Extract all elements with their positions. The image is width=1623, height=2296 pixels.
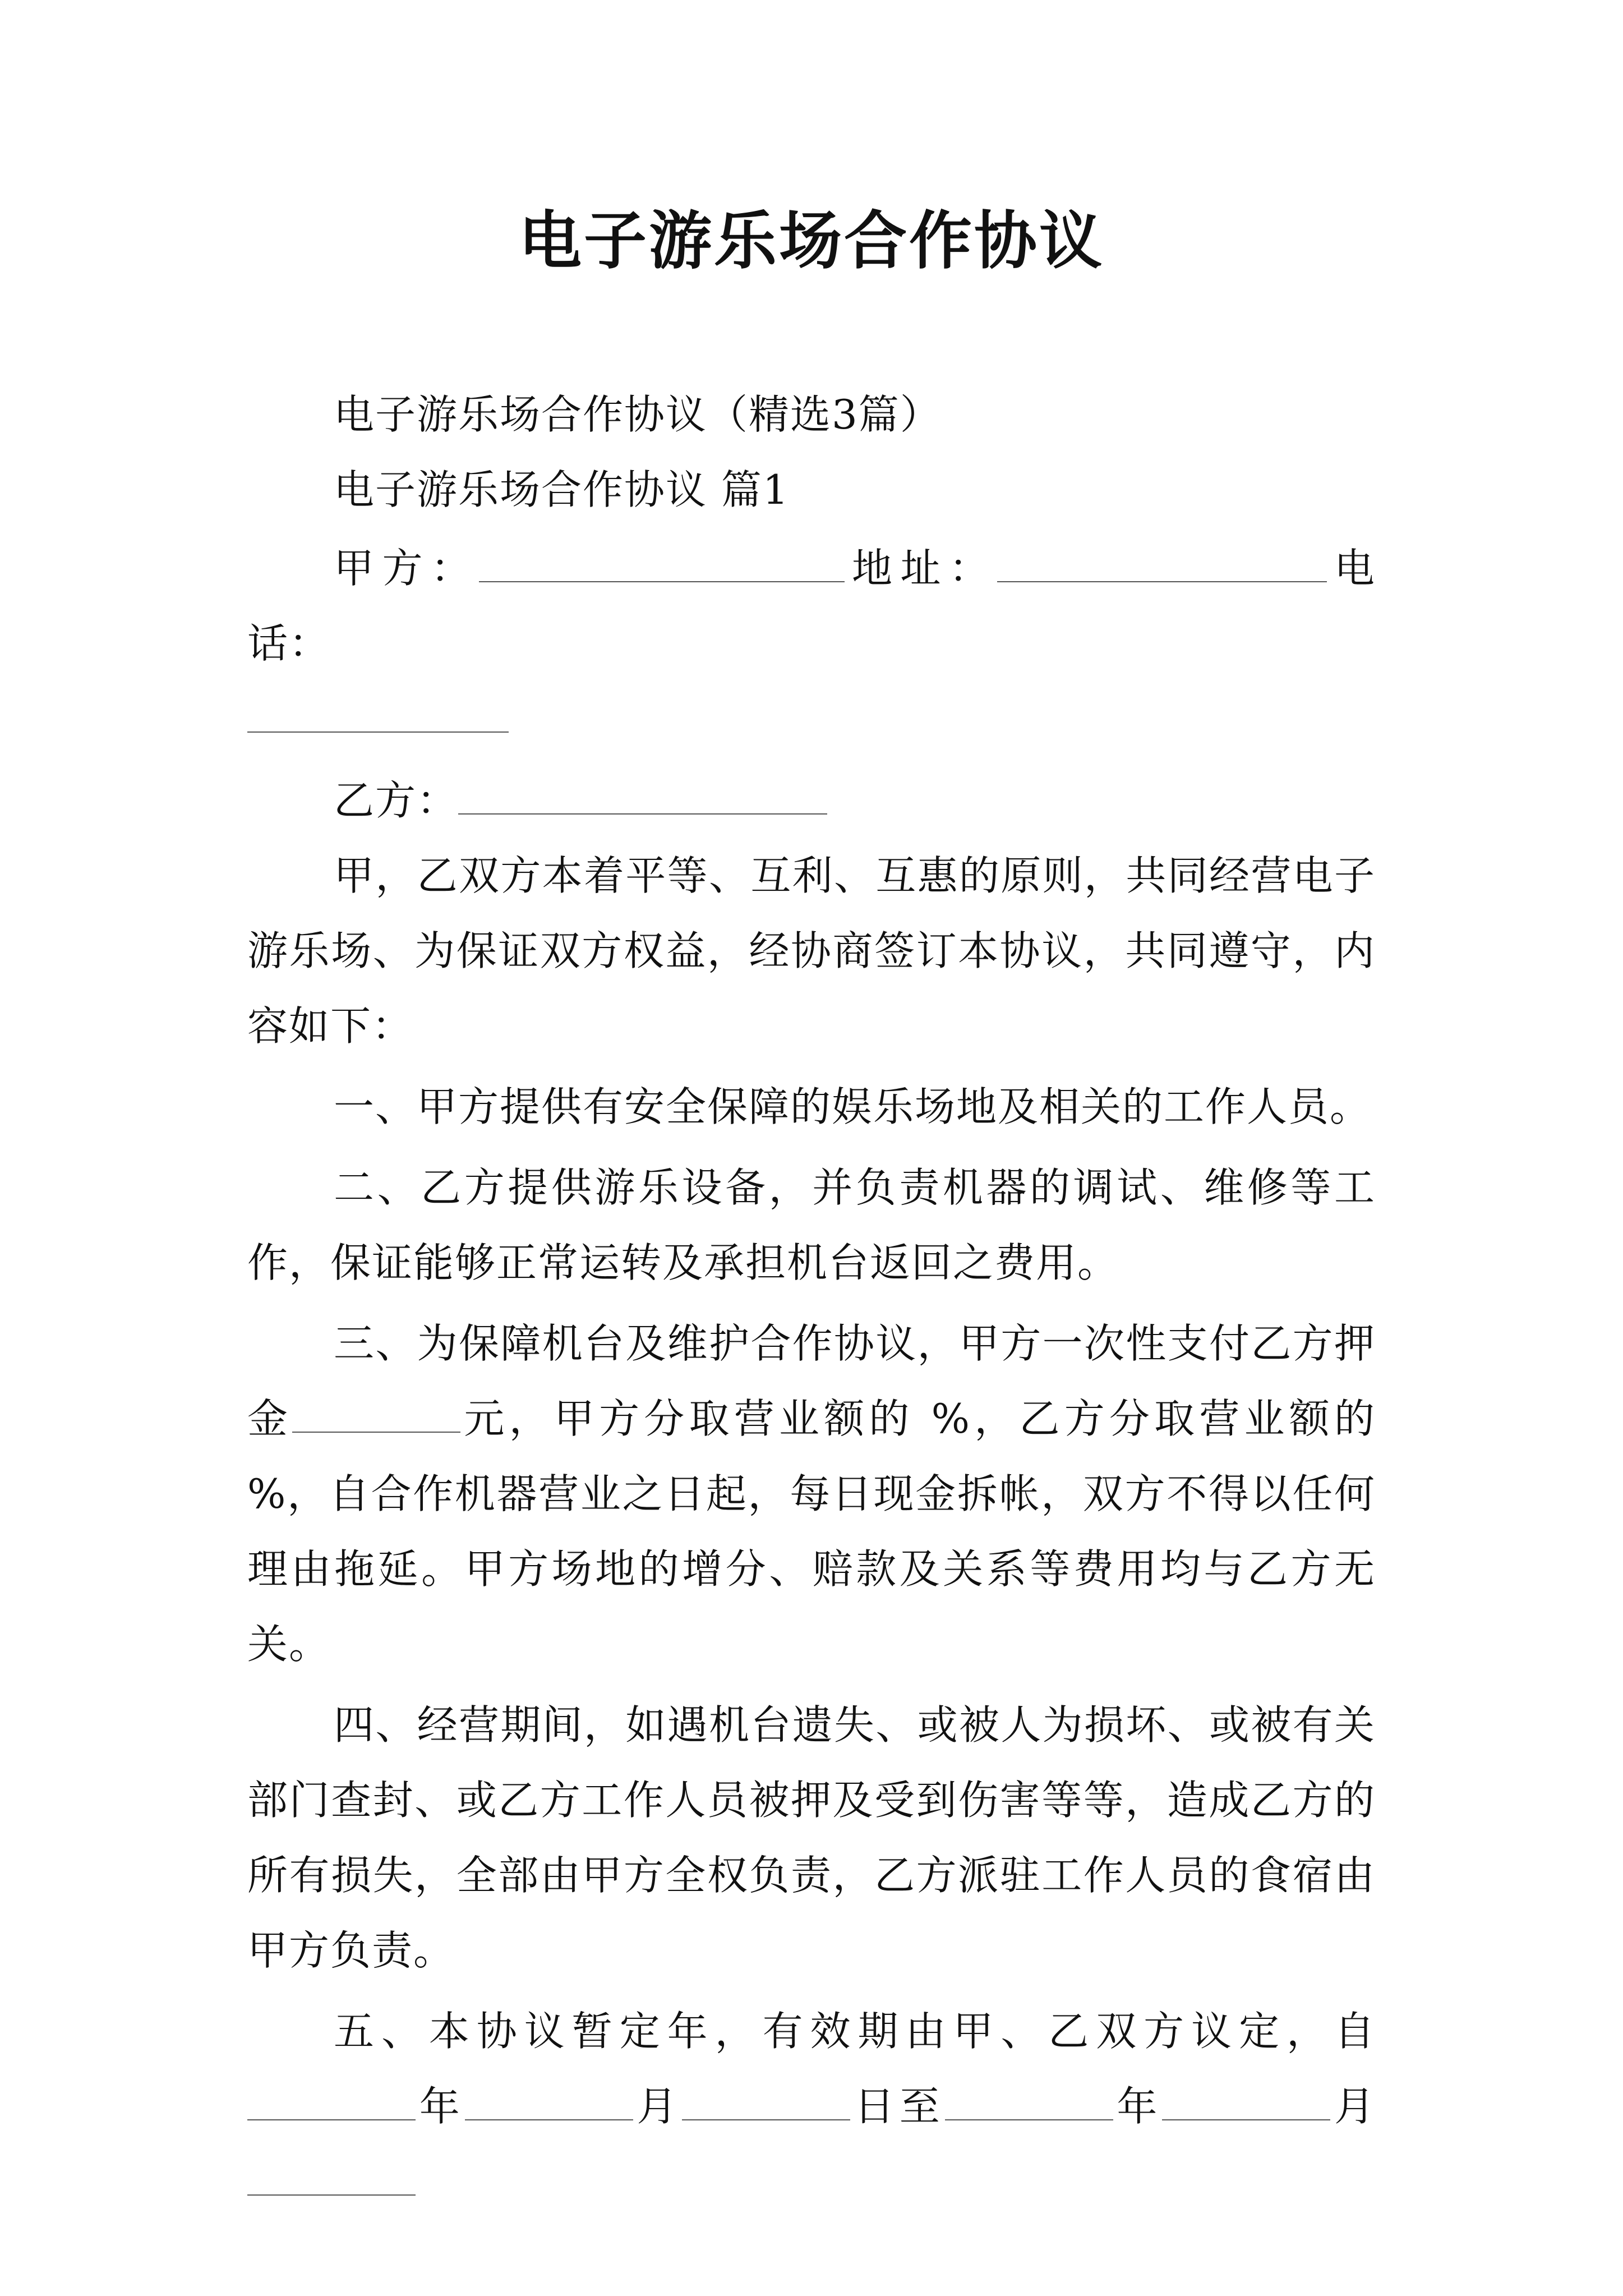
party-b-blank bbox=[458, 780, 827, 815]
party-a-line bbox=[247, 531, 1376, 681]
start-day-blank bbox=[682, 2086, 850, 2120]
section-heading: 电子游乐场合作协议 篇1 bbox=[334, 466, 790, 513]
clause-2: 二、乙方提供游乐设备，并负责机器的调试、维修等工作，保证能够正常运转及承担机台返回之费用。 bbox=[247, 1164, 1376, 1286]
phone-label: 电话： bbox=[247, 545, 1376, 667]
clause-5-year-1: 年 bbox=[416, 2083, 465, 2130]
clause-5-year-2: 年 bbox=[1113, 2083, 1163, 2130]
start-year-blank bbox=[247, 2086, 416, 2120]
clause-5-day-1: 日至 bbox=[850, 2083, 945, 2130]
party-b-label: 乙方： bbox=[334, 777, 459, 824]
clause-5-part-1: 五、本协议暂定年，有效期由甲、乙双方议定，自 bbox=[334, 2008, 1376, 2055]
start-month-blank bbox=[465, 2086, 633, 2120]
clause-5 bbox=[247, 1994, 1376, 2219]
end-year-blank bbox=[945, 2086, 1113, 2120]
address-label: 地址： bbox=[845, 545, 998, 592]
document-body bbox=[247, 377, 1376, 2219]
clause-4: 四、经营期间，如遇机台遗失、或被人为损坏、或被有关部门查封、或乙方工作人员被押及受到伤害等等，造成乙方的所有损失，全部由甲方全权负责，乙方派驻工作人员的食宿由甲方负责。 bbox=[247, 1701, 1376, 1974]
subtitle: 电子游乐场合作协议（精选3篇） bbox=[334, 391, 942, 438]
end-day-blank bbox=[247, 2161, 416, 2196]
phone-blank bbox=[247, 698, 509, 733]
party-a-label: 甲方： bbox=[334, 545, 479, 592]
clause-5-month-2: 月 bbox=[1330, 2083, 1376, 2130]
phone-blank-line bbox=[247, 681, 1376, 756]
party-b-line bbox=[247, 763, 1376, 838]
clause-1: 一、甲方提供有安全保障的娱乐场地及相关的工作人员。 bbox=[334, 1083, 1372, 1130]
clause-3-part-1: 三、为保障机台及维护合作协议，甲方一次性支付乙方押金 bbox=[247, 1320, 1376, 1442]
deposit-blank bbox=[292, 1398, 460, 1433]
address-blank bbox=[997, 547, 1327, 582]
document-title: 电子游乐场合作协议 bbox=[519, 204, 1104, 278]
party-a-blank bbox=[479, 547, 845, 582]
clause-3 bbox=[247, 1306, 1376, 1682]
clause-5-month-1: 月 bbox=[633, 2083, 683, 2130]
intro-paragraph: 甲，乙双方本着平等、互利、互惠的原则，共同经营电子游乐场、为保证双方权益，经协商签订本协议，共同遵守，内容如下： bbox=[247, 852, 1376, 1050]
end-month-blank bbox=[1162, 2086, 1330, 2120]
clause-3-part-2: 元，甲方分取营业额的 %，乙方分取营业额的 %，自合作机器营业之日起，每日现金拆帐，双方不得以任何理由拖延。甲方场地的增分、赔款及关系等费用均与乙方无关。 bbox=[247, 1395, 1376, 1668]
